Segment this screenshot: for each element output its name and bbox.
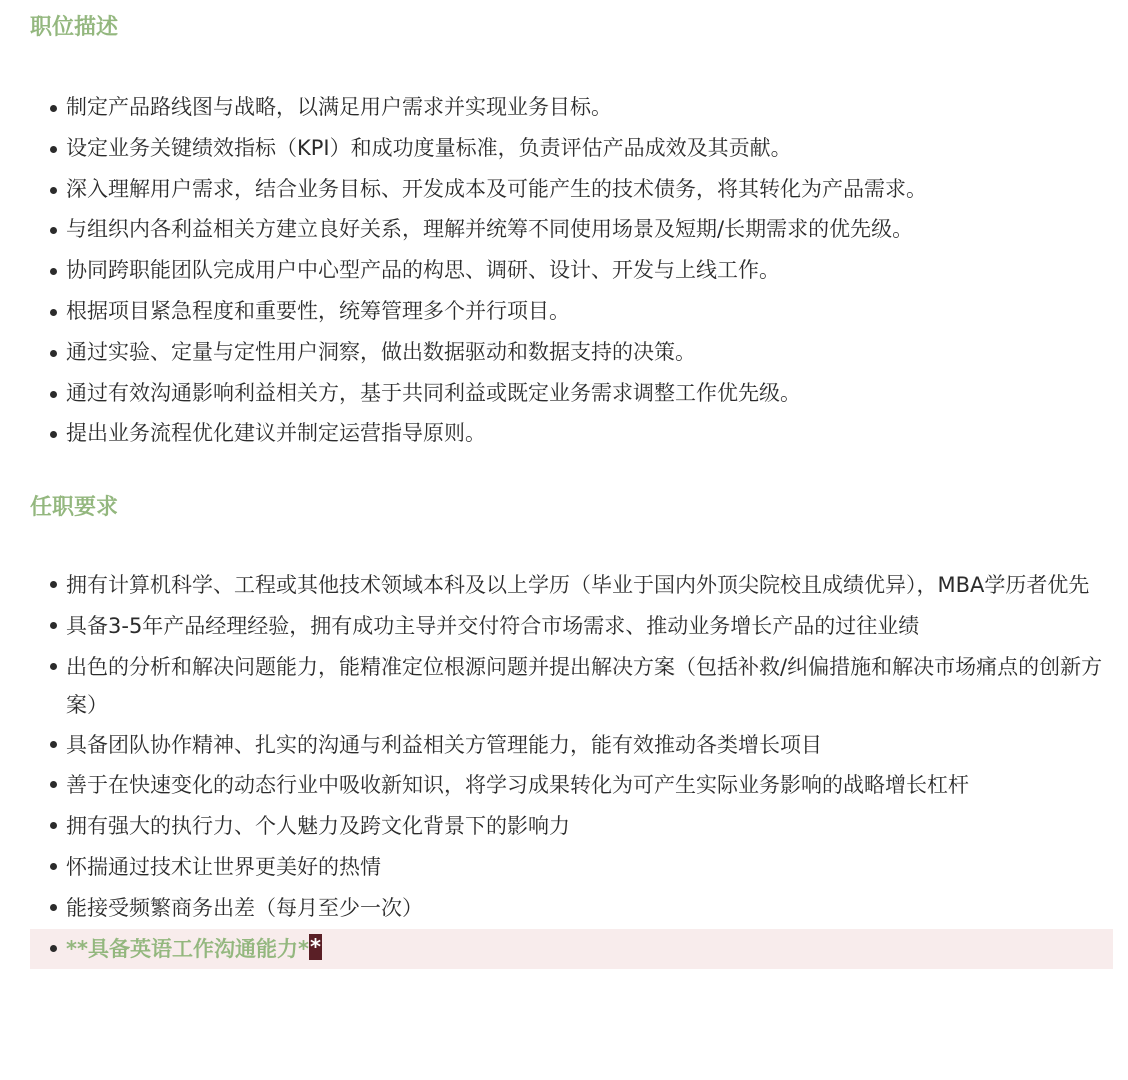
bullet-icon xyxy=(50,863,57,870)
list-item[interactable] xyxy=(0,847,1128,888)
list-item[interactable] xyxy=(0,251,1128,292)
bullet-icon xyxy=(50,945,57,952)
list-item[interactable] xyxy=(0,374,1128,415)
bullet-icon xyxy=(50,581,57,588)
list-item-text: 善于在快速变化的动态行业中吸收新知识，将学习成果转化为可产生实际业务影响的战略增长杠杆 xyxy=(66,773,969,798)
bullet-icon xyxy=(50,187,57,194)
list-item-text: 制定产品路线图与战略，以满足用户需求并实现业务目标。 xyxy=(66,95,612,119)
list-item[interactable] xyxy=(0,806,1128,847)
requirements-heading: 任职要求 xyxy=(30,495,119,520)
list-item-text: 拥有计算机科学、工程或其他技术领域本科及以上学历（毕业于国内外顶尖院校且成绩优异），MBA学历者优先 xyxy=(66,573,1090,597)
list-item[interactable] xyxy=(0,170,1128,211)
bullet-icon xyxy=(50,781,57,788)
list-item[interactable] xyxy=(0,88,1128,129)
bullet-icon xyxy=(50,350,57,357)
list-item[interactable] xyxy=(0,765,1128,806)
bullet-icon xyxy=(50,622,57,629)
list-item-text: 能接受频繁商务出差（每月至少一次） xyxy=(66,895,423,920)
bullet-icon xyxy=(50,268,57,275)
editing-item-text[interactable]: **具备英语工作沟通能力* xyxy=(66,936,309,961)
list-item-text: 提出业务流程优化建议并制定运营指导原则。 xyxy=(66,421,486,446)
bullet-icon xyxy=(50,822,57,829)
list-item[interactable] xyxy=(0,647,1128,725)
list-item-text: 怀揣通过技术让世界更美好的热情 xyxy=(66,854,381,879)
list-item[interactable] xyxy=(0,606,1128,647)
list-item-text: 具备团队协作精神、扎实的沟通与利益相关方管理能力，能有效推动各类增长项目 xyxy=(66,732,822,757)
list-item-text: 出色的分析和解决问题能力，能精准定位根源问题并提出解决方案（包括补救/纠偏措施和解决市场痛点的创新方案） xyxy=(66,654,1103,717)
bullet-icon xyxy=(50,105,57,112)
bullet-icon xyxy=(50,146,57,153)
list-item-text: 拥有强大的执行力、个人魅力及跨文化背景下的影响力 xyxy=(66,814,570,839)
list-item[interactable] xyxy=(0,129,1128,170)
bullet-icon xyxy=(50,663,57,670)
editing-list-item[interactable] xyxy=(30,929,1113,970)
list-item[interactable] xyxy=(0,565,1128,606)
bullet-icon xyxy=(50,431,57,438)
list-item[interactable] xyxy=(0,333,1128,374)
list-item-text: 通过实验、定量与定性用户洞察，做出数据驱动和数据支持的决策。 xyxy=(66,339,696,364)
list-item-text: 与组织内各利益相关方建立良好关系，理解并统筹不同使用场景及短期/长期需求的优先级。 xyxy=(66,217,914,242)
list-item[interactable] xyxy=(0,414,1128,455)
job-description-list xyxy=(0,88,1128,455)
list-item-text: 根据项目紧急程度和重要性，统筹管理多个并行项目。 xyxy=(66,298,570,323)
list-item-text: 深入理解用户需求，结合业务目标、开发成本及可能产生的技术债务，将其转化为产品需求。 xyxy=(66,176,927,201)
bullet-icon xyxy=(50,391,57,398)
bullet-icon xyxy=(50,741,57,748)
list-item[interactable] xyxy=(0,725,1128,766)
list-item[interactable] xyxy=(0,888,1128,929)
text-cursor: * xyxy=(309,934,321,959)
list-item-text: 设定业务关键绩效指标（KPI）和成功度量标准，负责评估产品成效及其贡献。 xyxy=(66,135,792,160)
bullet-icon xyxy=(50,904,57,911)
bullet-icon xyxy=(50,227,57,234)
list-item[interactable] xyxy=(0,210,1128,251)
list-item[interactable] xyxy=(0,292,1128,333)
list-item-text: 具备3-5年产品经理经验，拥有成功主导并交付符合市场需求、推动业务增长产品的过往业绩 xyxy=(66,613,920,638)
job-description-heading: 职位描述 xyxy=(30,15,119,40)
list-item-text: 通过有效沟通影响利益相关方，基于共同利益或既定业务需求调整工作优先级。 xyxy=(66,380,801,405)
bullet-icon xyxy=(50,309,57,316)
list-item-text: 协同跨职能团队完成用户中心型产品的构思、调研、设计、开发与上线工作。 xyxy=(66,258,780,283)
requirements-list xyxy=(0,565,1128,969)
